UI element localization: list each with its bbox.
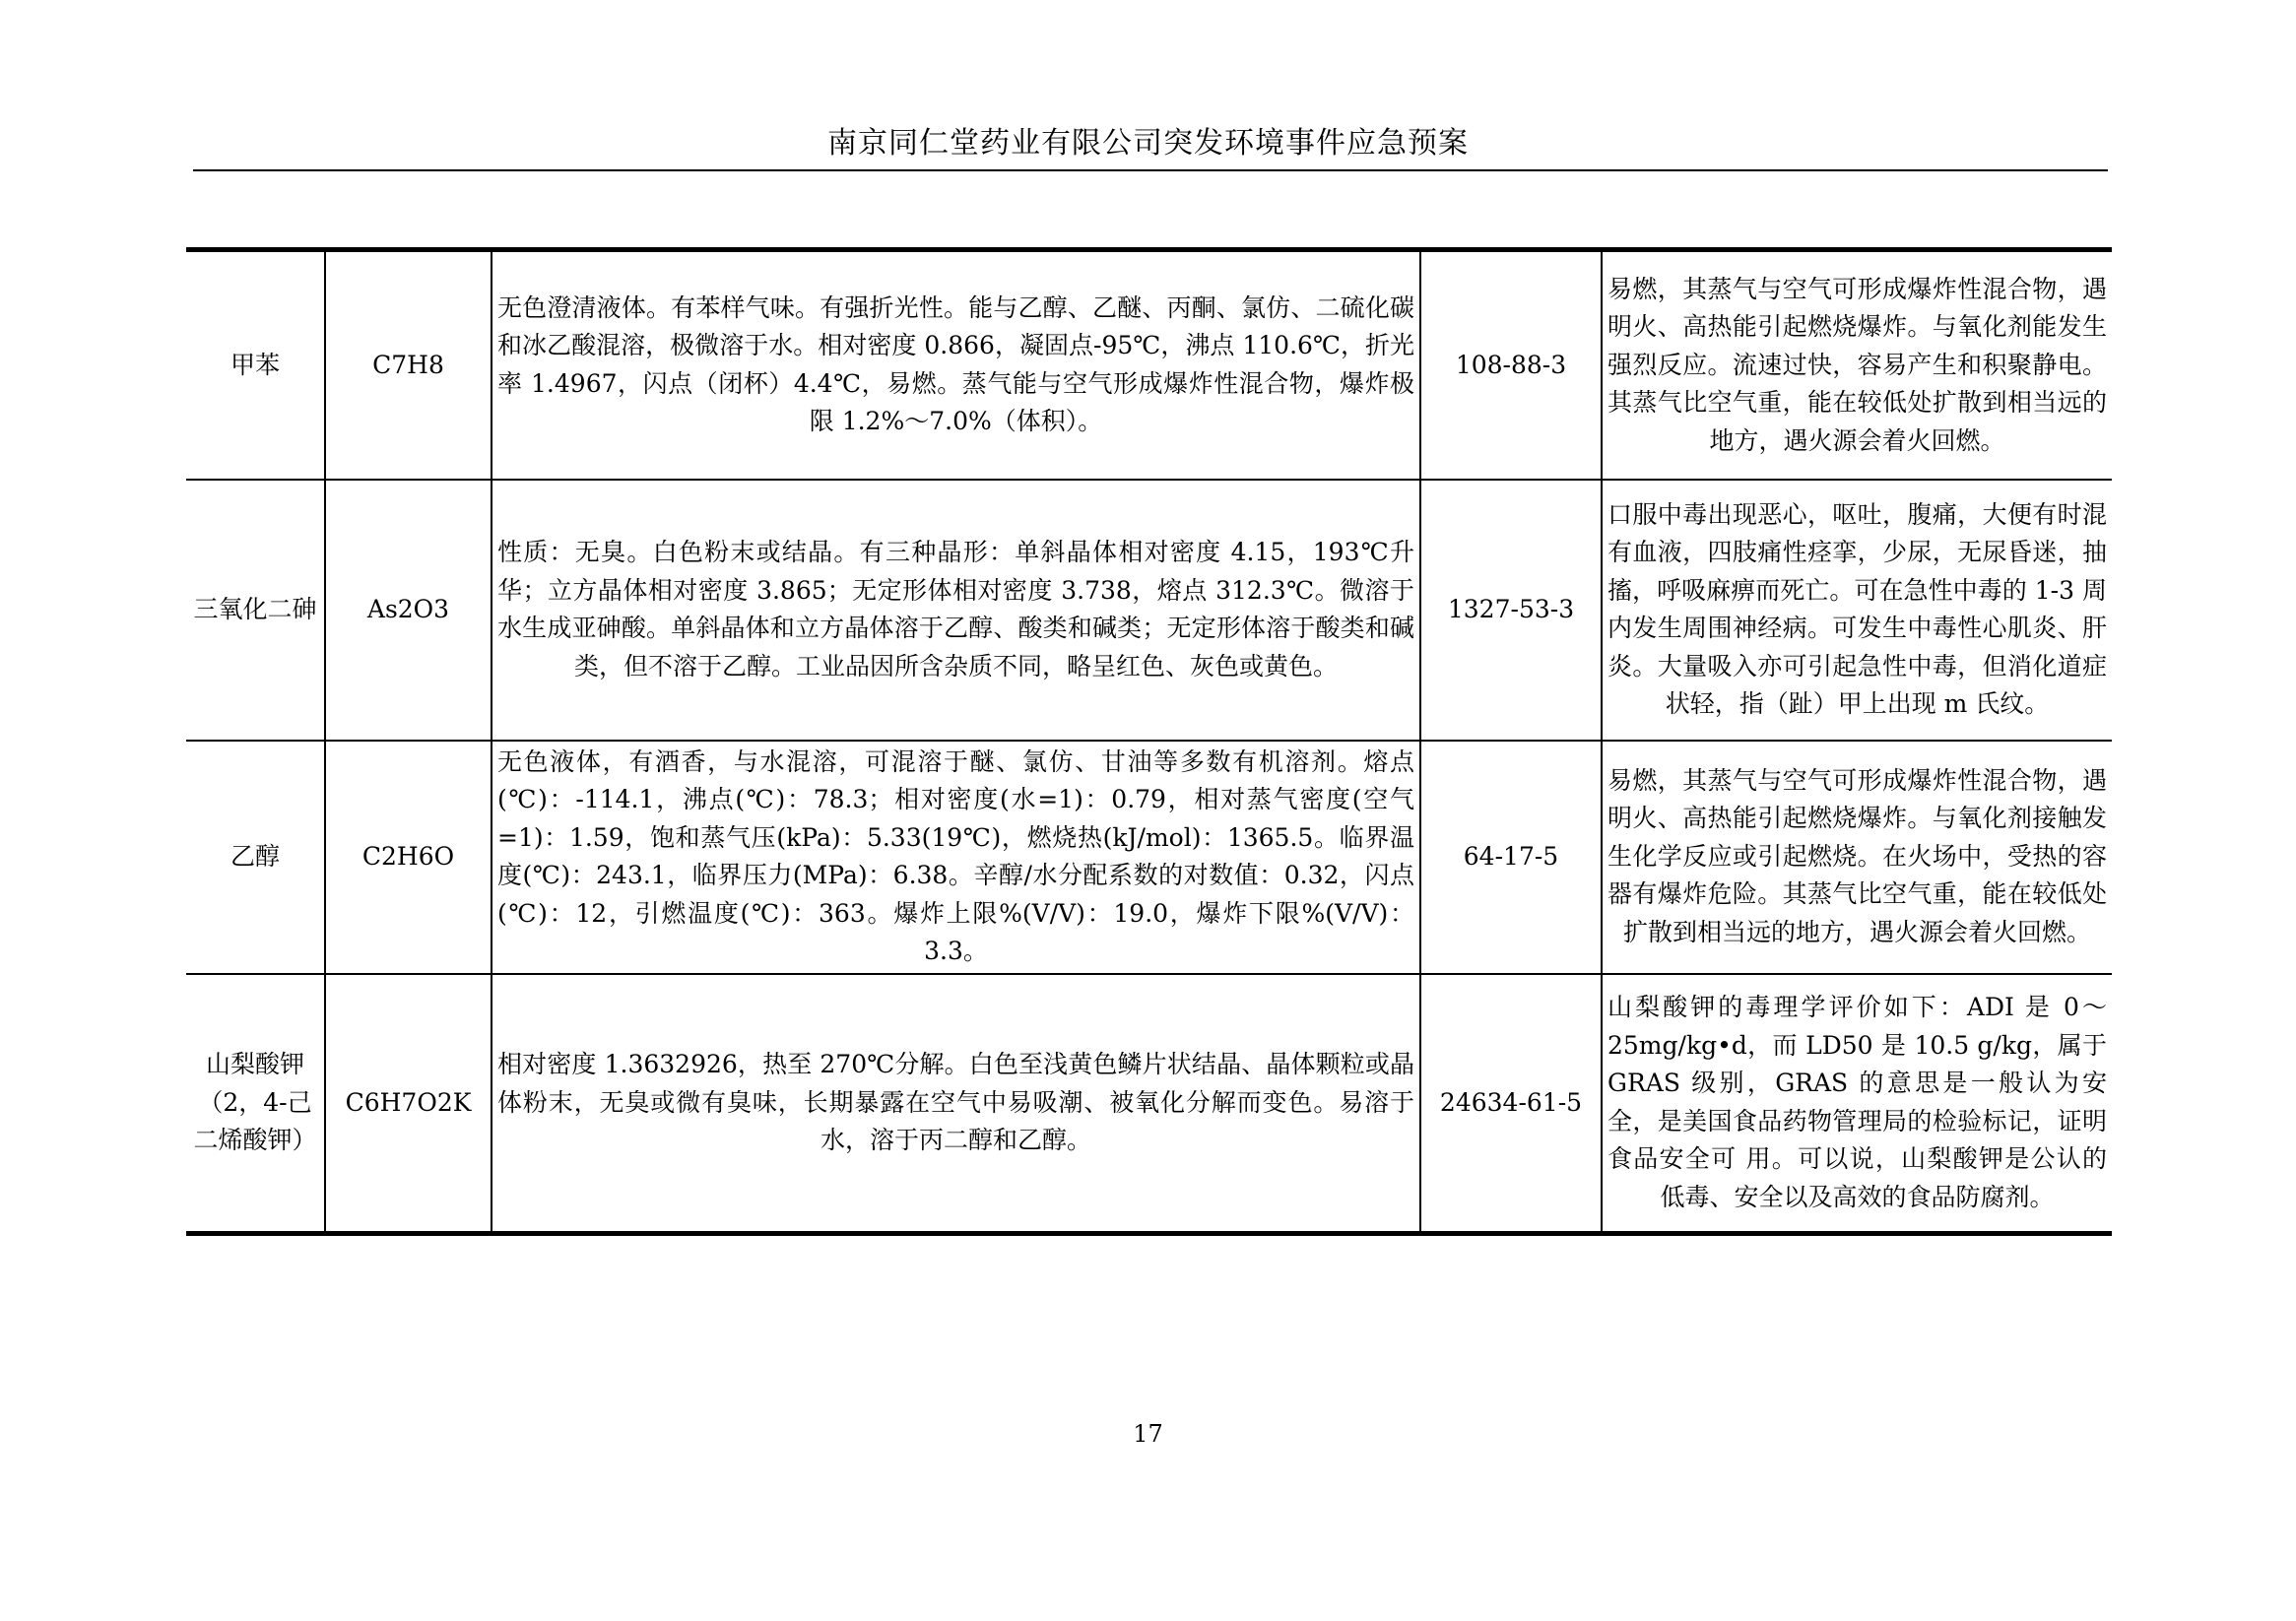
chemical-properties-cell: 性质：无臭。白色粉末或结晶。有三种晶形：单斜晶体相对密度 4.15，193℃升华；立方晶体相对密度 3.865；无定形体相对密度 3.738，熔点 312.3℃。微溶于水生成亚砷酸。单斜晶体和立方晶体溶于乙醇、酸类和碱类；无定形体溶于酸类和碱类，但不溶于乙醇。工业品因所含杂质不同，略呈红色、灰色或黄色。	[492, 480, 1420, 741]
table-row	[186, 974, 2112, 1234]
chemical-name-cell: 甲苯	[186, 250, 325, 480]
hazard-description-cell: 易燃，其蒸气与空气可形成爆炸性混合物，遇明火、高热能引起燃烧爆炸。与氧化剂接触发生化学反应或引起燃烧。在火场中，受热的容器有爆炸危险。其蒸气比空气重，能在较低处扩散到相当远的地方，遇火源会着火回燃。	[1602, 741, 2112, 974]
cas-number-cell: 1327-53-3	[1420, 480, 1602, 741]
chemical-name-cell: 山梨酸钾（2，4-己二烯酸钾）	[186, 974, 325, 1234]
hazard-description-cell: 山梨酸钾的毒理学评价如下：ADI 是 0～25mg/kg•d，而 LD50 是 10.5 g/kg，属于 GRAS 级别，GRAS 的意思是一般认为安全，是美国食品药物管理局的检验标记，证明食品安全可 用。可以说，山梨酸钾是公认的低毒、安全以及高效的食品防腐剂。	[1602, 974, 2112, 1234]
cas-number-cell: 64-17-5	[1420, 741, 1602, 974]
chemical-formula-cell: C2H6O	[325, 741, 492, 974]
chemical-formula-cell: C6H7O2K	[325, 974, 492, 1234]
chemical-formula-cell: C7H8	[325, 250, 492, 480]
table-row	[186, 480, 2112, 741]
chemical-name-cell: 三氧化二砷	[186, 480, 325, 741]
cas-number-cell: 108-88-3	[1420, 250, 1602, 480]
table-row	[186, 741, 2112, 974]
table-row	[186, 250, 2112, 480]
chemical-hazard-table	[186, 247, 2112, 1236]
chemical-properties-cell: 无色液体，有酒香，与水混溶，可混溶于醚、氯仿、甘油等多数有机溶剂。熔点(℃)：-114.1，沸点(℃)：78.3；相对密度(水=1)：0.79，相对蒸气密度(空气=1)：1.59，饱和蒸气压(kPa)：5.33(19℃)，燃烧热(kJ/mol)：1365.5。临界温度(℃)：243.1，临界压力(MPa)：6.38。辛醇/水分配系数的对数值：0.32，闪点(℃)：12，引燃温度(℃)：363。爆炸上限%(V/V)：19.0，爆炸下限%(V/V)：3.3。	[492, 741, 1420, 974]
chemical-formula-cell: As2O3	[325, 480, 492, 741]
chemical-properties-cell: 无色澄清液体。有苯样气味。有强折光性。能与乙醇、乙醚、丙酮、氯仿、二硫化碳和冰乙酸混溶，极微溶于水。相对密度 0.866，凝固点-95℃，沸点 110.6℃，折光率 1.4967，闪点（闭杯）4.4℃，易燃。蒸气能与空气形成爆炸性混合物，爆炸极限 1.2%～7.0%（体积）。	[492, 250, 1420, 480]
hazard-description-cell: 口服中毒出现恶心，呕吐，腹痛，大便有时混有血液，四肢痛性痉挛，少尿，无尿昏迷，抽搐，呼吸麻痹而死亡。可在急性中毒的 1-3 周内发生周围神经病。可发生中毒性心肌炎、肝炎。大量吸入亦可引起急性中毒，但消化道症状轻，指（趾）甲上出现 m 氏纹。	[1602, 480, 2112, 741]
header-divider	[193, 169, 2108, 171]
cas-number-cell: 24634-61-5	[1420, 974, 1602, 1234]
page-number: 17	[1133, 1420, 1163, 1448]
chemical-name-cell: 乙醇	[186, 741, 325, 974]
page-header-title: 南京同仁堂药业有限公司突发环境事件应急预案	[827, 126, 1469, 161]
hazard-description-cell: 易燃，其蒸气与空气可形成爆炸性混合物，遇明火、高热能引起燃烧爆炸。与氧化剂能发生强烈反应。流速过快，容易产生和积聚静电。其蒸气比空气重，能在较低处扩散到相当远的地方，遇火源会着火回燃。	[1602, 250, 2112, 480]
chemical-properties-cell: 相对密度 1.3632926，热至 270℃分解。白色至浅黄色鳞片状结晶、晶体颗粒或晶体粉末，无臭或微有臭味，长期暴露在空气中易吸潮、被氧化分解而变色。易溶于水，溶于丙二醇和乙醇。	[492, 974, 1420, 1234]
